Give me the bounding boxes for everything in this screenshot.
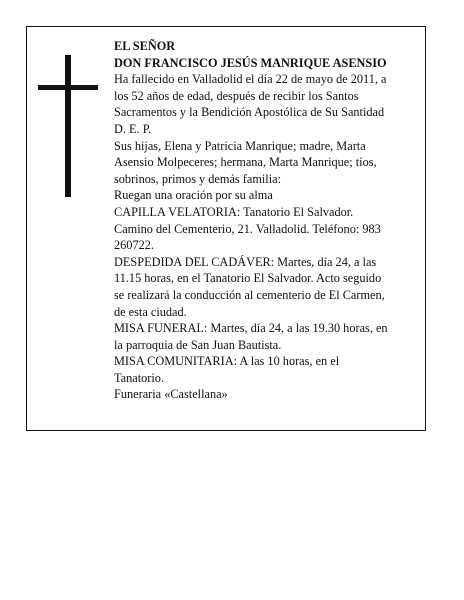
notice-line: MISA COMUNITARIA: A las 10 horas, en el xyxy=(114,354,340,369)
notice-line: Asensio Molpeceres; hermana, Marta Manrique; tíos, xyxy=(114,155,377,170)
notice-line: DESPEDIDA DEL CADÁVER: Martes, día 24, a las xyxy=(114,254,377,269)
notice-line: Tanatorio. xyxy=(114,370,165,385)
notice-line: 11.15 horas, en el Tanatorio El Salvador. Acto seguido xyxy=(114,271,382,286)
notice-line: la parroquia de San Juan Bautista. xyxy=(114,337,282,352)
notice-line: D. E. P. xyxy=(114,121,152,136)
deceased-name: DON FRANCISCO JESÚS MANRIQUE ASENSIO xyxy=(114,55,387,70)
notice-line: Camino del Cementerio, 21. Valladolid. Teléfono: 983 xyxy=(114,221,381,236)
notice-line: CAPILLA VELATORIA: Tanatorio El Salvador. xyxy=(114,204,354,219)
notice-line: Funeraria «Castellana» xyxy=(114,387,228,402)
notice-line: se realizará la conducción al cementerio de El Carmen, xyxy=(114,287,385,302)
obituary-text xyxy=(114,38,424,403)
notice-line: Ha fallecido en Valladolid el día 22 de mayo de 2011, a xyxy=(114,72,387,87)
honorific-heading: EL SEÑOR xyxy=(114,39,176,53)
notice-line: 260722. xyxy=(114,238,154,253)
notice-line: sobrinos, primos y demás familia: xyxy=(114,171,282,186)
notice-line: Sacramentos y la Bendición Apostólica de Su Santidad xyxy=(114,105,385,120)
notice-line: de esta ciudad. xyxy=(114,304,187,319)
cross-icon xyxy=(38,55,98,197)
notice-line: Sus hijas, Elena y Patricia Manrique; madre, Marta xyxy=(114,138,366,153)
notice-line: Ruegan una oración por su alma xyxy=(114,188,273,203)
notice-line: MISA FUNERAL: Martes, día 24, a las 19.30 horas, en xyxy=(114,321,388,336)
notice-line: los 52 años de edad, después de recibir los Santos xyxy=(114,88,359,103)
